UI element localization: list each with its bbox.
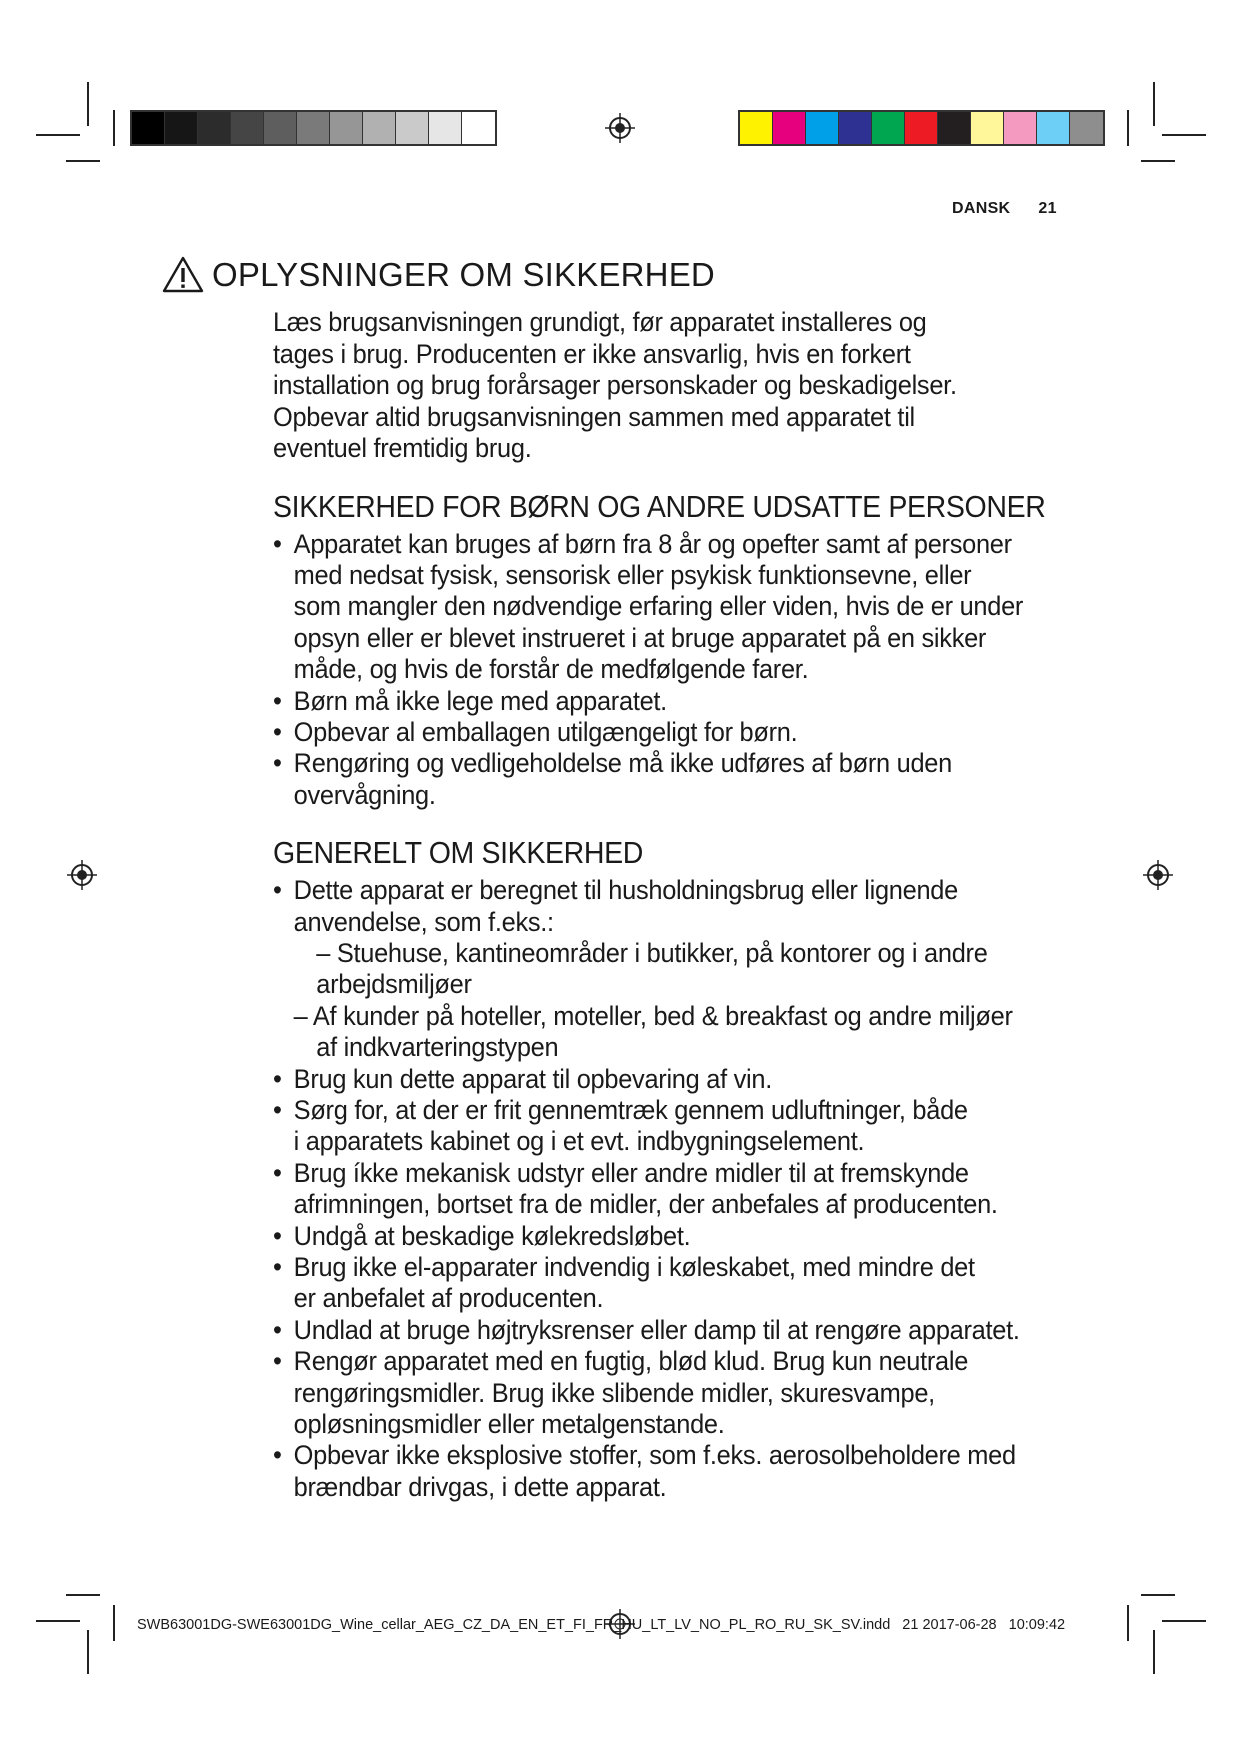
color-swatch <box>806 112 839 144</box>
item-line: måde, og hvis de forstår de medfølgende farer. <box>293 654 809 685</box>
color-swatch <box>773 112 806 144</box>
item-line: arbejdsmiljøer <box>316 969 472 1000</box>
item-line: Opbevar ikke eksplosive stoffer, som f.eks. aerosolbeholdere med <box>293 1440 1016 1471</box>
intro-line: Læs brugsanvisningen grundigt, før apparatet installeres og <box>273 307 927 337</box>
item-line: med nedsat fysisk, sensorisk eller psykisk funktionsevne, eller <box>293 559 972 590</box>
general-safety-list <box>273 875 1025 1063</box>
color-swatch <box>905 112 938 144</box>
main-content <box>273 307 1073 1503</box>
gray-swatch <box>396 112 429 144</box>
item-line: Sørg for, at der er frit gennemtræk gennem udluftninger, både <box>293 1095 968 1125</box>
gray-swatch <box>165 112 198 144</box>
intro-line: installation og brug forårsager personskader og beskadigelser. <box>273 370 957 400</box>
children-safety-list <box>273 529 1025 812</box>
item-line: Brug kun dette apparat til opbevaring af vin. <box>293 1063 772 1094</box>
color-swatch <box>740 112 773 144</box>
gray-swatch <box>297 112 330 144</box>
language-label: DANSK <box>952 200 1011 217</box>
file-name: SWB63001DG-SWE63001DG_Wine_cellar_AEG_CZ_DA_EN_ET_FI_FR_HU_LT_LV_NO_PL_RO_RU_SK_SV.indd <box>137 1617 891 1633</box>
color-swatch <box>938 112 971 144</box>
slug-page: 21 <box>902 1617 919 1633</box>
gray-swatch <box>330 112 363 144</box>
item-line: i apparatets kabinet og i et evt. indbygningselement. <box>293 1126 865 1157</box>
list-item: • Brug kun dette apparat til opbevaring af vin. <box>273 1064 1025 1095</box>
section-title <box>162 256 715 294</box>
item-line: Brug ikke el-apparater indvendig i køleskabet, med mindre det <box>293 1252 975 1283</box>
registration-mark-right-icon <box>1143 860 1173 890</box>
gray-swatch <box>264 112 297 144</box>
color-swatch <box>1004 112 1037 144</box>
list-item: • Brug íkke mekanisk udstyr eller andre midler til at fremskynde afrimningen, bortset fra de midler, der anbefales af producenten. <box>273 1158 1025 1221</box>
registration-mark-top-icon <box>605 113 635 143</box>
registration-mark-left-icon <box>67 860 97 890</box>
color-swatch <box>1037 112 1070 144</box>
item-line: – Stuehuse, kantineområder i butikker, på kontorer og i andre <box>316 937 988 968</box>
list-item: • Undlad at bruge højtryksrenser eller damp til at rengøre apparatet. <box>273 1315 1025 1346</box>
list-item: • Rengøring og vedligeholdelse må ikke udføres af børn uden overvågning. <box>273 748 1025 811</box>
sub-list-item <box>273 938 1025 1001</box>
process-color-bar <box>738 110 1105 146</box>
list-item: • Apparatet kan bruges af børn fra 8 år og opefter samt af personer med nedsat fysisk, sensorisk eller psykisk funktionsevne, eller som mangler den nødvendige erfaring eller viden, hvis de er under opsyn eller er blevet instrueret i at bruge apparatet på en sikker måde, og hvis de forstår de medfølgende farer. <box>273 528 1024 685</box>
page-title: OPLYSNINGER OM SIKKERHED <box>212 256 715 293</box>
item-line: – Af kunder på hoteller, moteller, bed & breakfast og andre miljøer <box>293 1000 1013 1031</box>
list-item: • Undgå at beskadige kølekredsløbet. <box>273 1221 1025 1252</box>
slug-time: 10:09:42 <box>1008 1617 1066 1633</box>
list-item: • Opbevar al emballagen utilgængeligt for børn. <box>273 717 1025 748</box>
item-line: Rengøring og vedligeholdelse må ikke udføres af børn uden <box>293 748 952 779</box>
item-line: rengøringsmidler. Brug ikke slibende midler, skuresvampe, <box>293 1377 935 1408</box>
intro-paragraph <box>273 307 1081 465</box>
item-line: afrimningen, bortset fra de midler, der anbefales af producenten. <box>293 1189 998 1220</box>
sub-list-item <box>273 1001 1025 1064</box>
list-item: • Børn må ikke lege med apparatet. <box>273 686 1025 717</box>
gray-swatch <box>231 112 264 144</box>
page-header <box>952 200 1057 218</box>
item-line: Rengør apparatet med en fugtig, blød klud. Brug kun neutrale <box>293 1346 969 1377</box>
item-line: Brug íkke mekanisk udstyr eller andre midler til at fremskynde <box>293 1157 969 1188</box>
section-heading-children-safety: SIKKERHED FOR BØRN OG ANDRE UDSATTE PERSONER <box>273 488 1046 524</box>
list-item: • Sørg for, at der er frit gennemtræk gennem udluftninger, både i apparatets kabinet og i et evt. indbygningselement. <box>273 1095 1025 1158</box>
intro-line: eventuel fremtidig brug. <box>273 433 532 463</box>
color-swatch <box>839 112 872 144</box>
gray-swatch <box>363 112 396 144</box>
item-line: opsyn eller er blevet instrueret i at bruge apparatet på en sikker <box>293 622 987 653</box>
item-line: brændbar drivgas, i dette apparat. <box>293 1471 667 1502</box>
gray-swatch <box>429 112 462 144</box>
item-line: Undlad at bruge højtryksrenser eller damp til at rengøre apparatet. <box>293 1314 1020 1345</box>
list-item: • Rengør apparatet med en fugtig, blød klud. Brug kun neutrale rengøringsmidler. Brug ikke slibende midler, skuresvampe, opløsningsmidler eller metalgenstande. <box>273 1346 1025 1440</box>
item-line: anvendelse, som f.eks.: <box>293 906 554 937</box>
gray-swatch <box>462 112 495 144</box>
color-swatch <box>1070 112 1103 144</box>
slug-date: 2017-06-28 <box>922 1617 997 1633</box>
list-item: • Dette apparat er beregnet til husholdningsbrug eller lignende anvendelse, som f.eks.: <box>273 875 1025 938</box>
gray-swatch <box>132 112 165 144</box>
item-line: Børn må ikke lege med apparatet. <box>293 685 667 716</box>
item-line: Undgå at beskadige kølekredsløbet. <box>293 1220 691 1251</box>
item-line: Apparatet kan bruges af børn fra 8 år og opefter samt af personer <box>293 528 1012 559</box>
color-swatch <box>971 112 1004 144</box>
item-line: Dette apparat er beregnet til husholdningsbrug eller lignende <box>293 875 958 906</box>
item-line: overvågning. <box>293 779 436 810</box>
item-line: af indkvarteringstypen <box>316 1032 559 1063</box>
color-swatch <box>872 112 905 144</box>
item-line: opløsningsmidler eller metalgenstande. <box>293 1409 725 1440</box>
general-safety-list-continued <box>273 1064 1025 1504</box>
intro-line: tages i brug. Producenten er ikke ansvarlig, hvis en forkert <box>273 338 911 369</box>
item-line: er anbefalet af producenten. <box>293 1283 604 1314</box>
print-slug <box>137 1617 1065 1633</box>
list-item: • Opbevar ikke eksplosive stoffer, som f.eks. aerosolbeholdere med brændbar drivgas, i dette apparat. <box>273 1440 1025 1503</box>
section-heading-general-safety: GENERELT OM SIKKERHED <box>273 835 643 871</box>
page-number: 21 <box>1038 200 1057 217</box>
list-item: • Brug ikke el-apparater indvendig i køleskabet, med mindre det er anbefalet af producenten. <box>273 1252 1025 1315</box>
warning-icon <box>162 256 204 294</box>
item-line: som mangler den nødvendige erfaring eller viden, hvis de er under <box>293 591 1024 622</box>
grayscale-color-bar <box>130 110 497 146</box>
intro-line: Opbevar altid brugsanvisningen sammen med apparatet til <box>273 401 915 432</box>
gray-swatch <box>198 112 231 144</box>
item-line: Opbevar al emballagen utilgængeligt for børn. <box>293 716 798 747</box>
